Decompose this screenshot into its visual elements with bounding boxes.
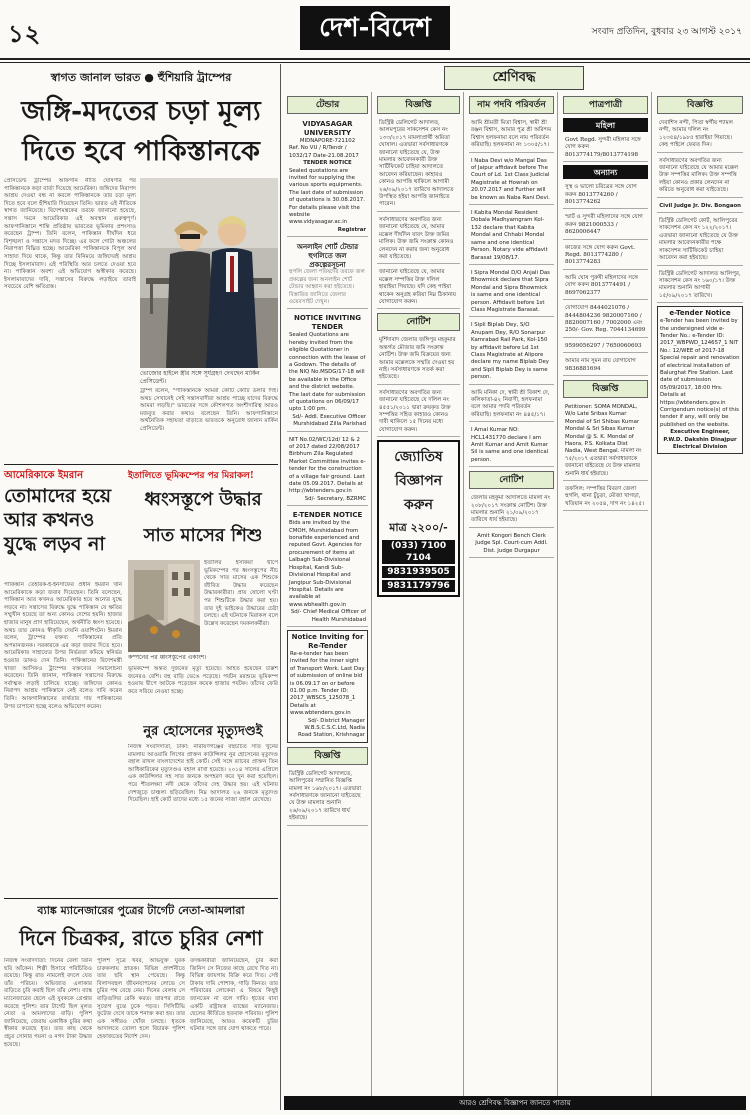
ad-col4-2: সুস্থ ও ভালো চরিত্রের সঙ্গে যোগ করুন 8013774260 / 8013774262: [563, 182, 648, 209]
painter-body-1: নিজস্ব সংবাদদাতা: দিনের বেলা তিনি ছবি আঁকেন। শিল্পী হিসাবে পরিচিতিও রয়েছে। কিন্তু রাত নামলেই বদলে যেত তাঁর পরিচয়। অভিজাত এলাকার বাড়িতে চুরি করাই ছিল তাঁর নেশা। ব্যাঙ্ক ম্যানেজারের ছেলে এই যুবককে গ্রেপ্তার করেছে পুলিশ। তার টার্গেট ছিল মূলত নেতা ও আমলাদের বাড়ি। পুলিশ জানিয়েছে, জেরায় একাধিক চুরির কথা স্বীকার করেছে ধৃত। তার কাছ থেকে প্রচুর সোনার গয়না ও নগদ টাকা উদ্ধার হয়েছে।: [4, 958, 92, 1048]
italy-body-2: ভূমিকম্পে অন্তত দুজনের মৃত্যু হয়েছে। আহত হয়েছেন চল্লিশ জনেরও বেশি। বহু বাড়ি ভেঙে পড়েছে। পর্যটন মরশুমে ভূমিকম্প হওয়ায় দ্বীপে আটকে পড়েছেন কয়েক হাজার পর্যটক। তাঁদের ফেরি করে সরিয়ে নেওয়া হচ্ছে।: [128, 666, 278, 695]
ad-university-name: VIDYASAGAR UNIVERSITY: [302, 120, 353, 137]
classified-col-bijnapti-2: [654, 92, 746, 1110]
news-divider: [4, 464, 278, 465]
page-number: ১২: [8, 19, 42, 48]
promo-line1: জ্যোতিষ: [394, 449, 443, 466]
col-header-notice: নোটিশ: [377, 313, 460, 331]
news-kicker: স্বাগত জানাল ভারত ● হুঁশিয়ারি ট্রাম্পের: [50, 71, 232, 84]
col-header-bijnapti-4: বিজ্ঞপ্তি: [657, 96, 743, 114]
section-title: দেশ-বিদেশ: [300, 6, 450, 50]
classified-col-bijnapti: [374, 92, 464, 1110]
ad-col4-8: আমার নাম সুমন রায় যোগাযোগ 9836881694: [563, 356, 648, 376]
news-column: [4, 64, 278, 1110]
promo-phone-3: 9831179796: [382, 580, 455, 592]
ad-col4-1: Govt Regd. সুন্দরী মহিলার সঙ্গে যোগ করুন 8013774179/8013774198: [563, 135, 648, 162]
ad-col5-2: সর্বসাধারণের অবগতির জন্য জানানো যাইতেছে যে আমার মক্কেল উক্ত সম্পত্তির মালিক। উক্ত সম্পত্তি লইয়া কোনও প্রকার লেনদেন না করিতে অনুরোধ করা যাইতেছে।: [657, 156, 743, 198]
classified-col-matrimonial: [560, 92, 652, 1110]
classified-header: [284, 64, 746, 92]
ad-bn-tender: [287, 240, 368, 309]
ad-col3-8: জেলার মহকুমা আদালতে মামলা নং ২০৮/২০১৭ সংক্রান্ত নোটিশ। উক্ত মামলার শুনানি ২১/০৯/২০১৭ তারিখে ধার্য হইয়াছে।: [469, 493, 554, 528]
nur-body: নিজস্ব সংবাদদাতা, ঢাকা: নারায়ণগঞ্জের বহুচর্চিত সাত খুনের মামলায় আওয়ামি লিগের প্রাক্তন কাউন্সিলর নুর হোসেনের মৃত্যুদণ্ড বহাল রাখল বাংলাদেশের হাই কোর্ট। সেই সঙ্গে র‌্যাবের প্রাক্তন তিন আধিকারিকের মৃত্যুদণ্ডও বহাল রাখা হয়েছে। ২০১৪ সালের এপ্রিলে এক কাউন্সিলর সহ সাত জনকে অপহরণ করে খুন করা হয়েছিল। পরে শীতলক্ষ্যা নদী থেকে তাঁদের দেহ উদ্ধার হয়। এই ঘটনায় দেশজুড়ে চাঞ্চল্য ছড়িয়েছিল। নিম্ন আদালত ২৬ জনকে মৃত্যুদণ্ড দিয়েছিল। হাই কোর্ট তাদের মধ্যে ১৫ জনের সাজা বহাল রেখেছে।: [128, 744, 278, 804]
ad-etender-sign: Executive Engineer, P.W.D. Dakshin Dinajpur Electrical Division: [663, 429, 737, 451]
ad-cmoh: [287, 509, 368, 627]
classified-section: [284, 64, 746, 1110]
ad-bijnapti-1: ডিস্ট্রিক্ট ডেলিগেট আদালতে, আলিপুরের সম্মানিত বিজ্ঞপ্তি মামলা নং ১৬৮/২০১৭। এতদ্বারা সর্বসাধারণকে জানানো যাইতেছে যে উক্ত মামলার শুনানি ২৬/০৯/২০১৭ তারিখে ধার্য হইয়াছে।: [287, 769, 368, 826]
ad-col3-7: I Amal Kumar NO: HCL1431770 declare I am Amit Kumar and Amit Kumar Sil is same and one identical person.: [469, 425, 554, 467]
painter-body-3: তদন্তকারীরা জানিয়েছেন, চুরি করা জিনিস সে নিজের কাছে রেখে দিত না। বিভিন্ন জায়গায় বিক্রি করে দিত। সেই টাকায় দামি পোশাক, গাড়ি কিনত। তার পরিবারের লোকেরা এ বিষয়ে কিছুই জানতেন না বলে দাবি। ধৃতের বাবা একটি রাষ্ট্রায়ত্ত ব্যাঙ্কের ম্যানেজার। ছেলের কীর্তিতে হতবাক পরিবার। পুলিশ জানিয়েছে, আরও কয়েকটি চুরির ঘটনার সঙ্গে তার যোগ থাকতে পারে।: [190, 958, 278, 1033]
ad-col4-4: কাজের সঙ্গে যোগ করুন Govt. Regd. 8013774280 / 8013774283: [563, 243, 648, 270]
ad-bzrmc-body: NIT No.02/WC/12d/ 12 & 2 of 2017 dated 22/08/2017 Birbhum Zila Regulated Market Committee invites e-tender for the construction of a village fair ground. Last date 05.09.2017. Details at http://wbtenders.gov.in: [289, 436, 366, 495]
ad-nit-head: NOTICE INVITING TENDER: [293, 314, 361, 332]
italy-headline: ধ্বংসস্তূপে উদ্ধার সাত মাসের শিশু: [143, 489, 263, 546]
ad-col5-1: দেবাশিস নন্দী, পিতা স্বর্গীয় শ্যামল নন্দী, আমার দলিল নং ১২৩৫৪/১৯৮৫ হারাইয়া গিয়াছে। কেহ পাইলে ফেরত দিন।: [657, 118, 743, 153]
masthead-rule-thin: [0, 62, 750, 63]
sub-header-women: মহিলা: [563, 118, 648, 132]
col-header-bijnapti-3: বিজ্ঞপ্তি: [563, 380, 648, 398]
col-header-namechange: নাম পদবি পরিবর্তন: [469, 96, 554, 114]
ad-retender-head: Notice Inviting for Re-Tender: [291, 632, 364, 650]
promo-line2: বিজ্ঞাপন: [394, 473, 443, 490]
masthead-rule: [0, 58, 750, 60]
ad-col3-5: I Sipli Biplab Dey, S/O Anupam Dey, R/O Sonarpur Kamrabad Rail Park, Kol-150 by affidavit before Ld 1st Class Magistrate at Alipore declare my name Biplab Dey and Sipli Biplab Dey is same person.: [469, 320, 554, 384]
col-header-matrimonial: পাত্রপাত্রী: [563, 96, 648, 114]
ad-university-tn: TENDER NOTICE: [303, 160, 352, 167]
ad-col3-4: I Sipra Mondal D/O Anjali Das Bhowmick declare that Sipra Mondal and Sipra Bhowmick is same and one identical person. Affidavit before 1st Class Magistrate Barasat.: [469, 268, 554, 317]
ad-col3-3: I Kabita Mondal Resident Dobala Madhyamgram Kol-132 declare that Kabita Mondal and Chhabi Mondal same and one identical Person. Notary vide affidavit Barasat 19/08/17.: [469, 208, 554, 265]
ad-col4-9: Petitioner: SOMA MONDAL, W/o Late Sribas Kumar Mondal of Sri Shibas Kumar Mondal & Sri Sibas Kumar Mondal @ S. K. Mondal of Haora, P.S. Kolkata Dist Nadia, West Bengal. মামলা নং ৭৫/২০১৭ এতদ্বারা সর্বসাধারণকে জানানো যাইতেছে যে উক্ত মামলার শুনানি ধার্য হইয়াছে।: [563, 402, 648, 481]
lead-headline: জঙ্গি-মদতের চড়া মূল্য দিতে হবে পাকিস্তানকে: [21, 96, 261, 167]
imran-kicker: আমেরিকাকে ইমরান: [4, 470, 84, 481]
photo-rubble-caption: কম্পনের পর ধ্বংসস্তূপের একাংশ।: [128, 654, 207, 661]
ad-col4-6: যোগাযোগ 8444021076 / 8444804236 9820007160 / 8820007160 / 7002000 এবং 250/- Gov. Reg. 7044134699: [563, 303, 648, 338]
ad-etender-head: e-Tender Notice: [669, 309, 731, 318]
ad-etender-body: e-Tender has been invited by the undersigned vide e-Tender No.: e-Tender ID: 2017_WBPWD_124657_1 NIT No.: 12/WEE of 2017-18 Special repair and renovation of electrical installation of Balurghat Fire Station. Last date of submission 05/09/2017, 18:00 Hrs. Details at https://wbtenders.gov.in Corrigendum notice(s) of this tender if any, will only be published on the website.: [660, 318, 740, 428]
ad-col4-7: 9599056297 / 7650060693: [563, 341, 648, 353]
ad-col2-1: ডিস্ট্রিক্ট ডেলিগেট আদালত, আলমপুরের সাকসেশন কেস নং ১৩৩/২০১৭ মামলাপ্রার্থী অমিতা ঘোষাল। এতদ্বারা সর্বসাধারণকে জানানো যাইতেছে যে, উক্ত মামলার আবেদনকারী উক্ত সার্টিফিকেট চাহিয়া আদালতে আবেদন করিয়াছেন। কাহারও কোনও আপত্তি থাকিলে আগামী ২৬/০৯/২০১৭ তারিখে আদালতে উপস্থিত হইয়া আপত্তি জানাইতে পারেন।: [377, 118, 460, 212]
classified-col-tender: [284, 92, 372, 1110]
ad-col3-sign: Amit Kongori Bench Clerk Judge Spl. Court-cum Addl. Dist. Judge Durgapur: [469, 531, 554, 558]
promo-phone-2: 9831939505: [382, 566, 455, 578]
photo-eclipse: [140, 178, 278, 368]
ad-etender: [657, 306, 743, 454]
ad-col3-2: I Naba Devi w/o Mangal Das of Jaipur affidavit before The Court of Ld. 1st Class Judicial Magistrate at Howrah on 20.07.2017 and Further will be known as Naba Rani Devi.: [469, 156, 554, 205]
column-separator: [280, 64, 281, 1110]
classified-title: শ্রেণিবদ্ধ: [444, 66, 584, 90]
lead-body: প্রেসিডেন্ট ট্রাম্পের আফগান নীতি ঘোষণার পর পাকিস্তানকে কড়া বার্তা দিয়েছে আমেরিকা। জঙ্গিদের নিরাপদ আশ্রয় দেওয়া বন্ধ না করলে পাকিস্তানকে তার চড়া মূল্য দিতে হবে বলে হুঁশিয়ারি দিয়েছেন তিনি। ভারত এই নীতিকে স্বাগত জানিয়েছে। বিদেশমন্ত্রকের তরফে জানানো হয়েছে, সন্ত্রাস দমনে আমেরিকার এই অবস্থান গুরুত্বপূর্ণ। আফগানিস্তানে শান্তি প্রতিষ্ঠায় ভারতের ভূমিকার প্রশংসাও করেছেন ট্রাম্প। তিনি বলেন, পাকিস্তান দীর্ঘদিন ধরে বিশৃঙ্খলা ও সন্ত্রাসে মদত দিচ্ছে। এর ফলে গোটা অঞ্চলের নিরাপত্তা বিঘ্নিত হচ্ছে। আমেরিকা পাকিস্তানকে বিপুল অর্থ সাহায্য দিয়ে থাকে, কিন্তু তার বিনিময়ে জঙ্গিদেরই আশ্রয় দিচ্ছে ইসলামাবাদ। এই পরিস্থিতি আর চলতে দেওয়া হবে না। পাকিস্তান অবশ্য এই অভিযোগ অস্বীকার করেছে। ইসলামাবাদের দাবি, সন্ত্রাসের বিরুদ্ধে লড়াইয়ে তারাই সবচেয়ে বেশি ক্ষতিগ্রস্ত।: [4, 178, 136, 291]
photo-rubble-image: [128, 560, 200, 652]
ad-col4-10: তফসিল: সম্পত্তির বিবরণ জেলা হুগলি, থানা চুঁচুড়া, মৌজা খাগড়া, খতিয়ান নং ২০৫৪, দাগ নং ১৪২৫।: [563, 484, 648, 511]
col-header-bijnapti-2: বিজ্ঞপ্তি: [377, 96, 460, 114]
ad-bn-tender-body: হুগলি জেলা পরিষদের তরফে জল প্রকল্পের জন্য অনলাইন শোর্ট টেন্ডার আহ্বান করা হইতেছে। বিস্তারিত জানিতে জেলার ওয়েবসাইট দেখুন।: [289, 269, 365, 305]
ad-nit-body: Sealed Quotations are hereby invited from the eligible Quotationer in connection with the lease of a Godown. The details of the NIQ No.MSDG/17-18 will be available in the Office and the district website. The last date for submission of quotations on 06/09/17 upto 1:00 pm.: [289, 332, 366, 413]
ad-col2-2: সর্বসাধারণের অবগতির জন্য জানানো যাইতেছে যে, আমার মক্কেল দীর্ঘদিন যাবৎ উক্ত জমির মালিক। উক্ত জমি সংক্রান্ত কোনও লেনদেন না করার জন্য অনুরোধ করা যাইতেছে।: [377, 215, 460, 264]
astrology-promo: [377, 440, 460, 597]
ad-notice-inviting: [287, 312, 368, 431]
promo-line3: করুন: [404, 497, 433, 514]
imran-headline: তোমাদের হয়ে আর কখনও যুদ্ধে লড়ব না: [4, 485, 112, 555]
painter-body-2: পুলিশ সূত্রে খবর, অভিযুক্ত যুবক চারুকলায় স্নাতক। বিভিন্ন প্রদর্শনীতে তার ছবি স্থান পেয়েছে। কিন্তু বিলাসবহুল জীবনযাপনের লোভে সে চুরির পথ বেছে নেয়। দিনের বেলায় সে বাড়িগুলির রেকি করত। তারপর রাতে সুযোগ বুঝে ঢুকে পড়ত। সিসিটিভি ফুটেজ দেখে তাকে শনাক্ত করা হয়। তার এক সঙ্গীরও খোঁজ চলছে। ধৃতকে আদালতে তোলা হলে বিচারক পুলিশ হেফাজতের নির্দেশ দেন।: [97, 958, 185, 1040]
ad-university-body: Sealed quotations are invited for supplying the various sports equipments. The last date of submission of quotations is 30.08.2017. For details please visit the website www.vidyasagar.ac.in: [289, 167, 365, 226]
ad-nit-sign: Sd/- Addl. Executive Officer Murshidabad Zilla Parishad: [292, 413, 366, 428]
photo-eclipse-caption: ভোজোর হাইলে স্ত্রীর সঙ্গে সূর্যগ্রহণ দেখছেন মার্কিন প্রেসিডেন্ট।: [140, 370, 260, 385]
promo-phone-1: (033) 7100 7104: [382, 540, 455, 564]
ad-university-city: MIDNAPORE-721102: [299, 138, 356, 144]
news-divider-2: [4, 898, 278, 899]
ad-retender-sign: Sd/- District Manager W.B.S.C.S.C.Ltd, Nadia Road Station, Krishnagar: [298, 717, 365, 739]
ad-col4-5: আমি ঘোষ পুরুষী মহিলাদের সঙ্গে যোগ করুন 8013774491 / 8697062377: [563, 273, 648, 300]
ad-col3-6: আমি মনিকা দে, স্বামী শ্রী বিকাশ দে, কলিকাতা-৪২ নিবাসী, হলফনামা বলে আমার পদবি পরিবর্তন করিয়াছি। হলফনামা নং ৪৪৫/১৭।: [469, 388, 554, 423]
painter-headline: দিনে চিত্রকর, রাতে চুরির নেশা: [19, 926, 263, 950]
photo-eclipse-image: [140, 178, 278, 368]
ad-col5-3: ডিস্ট্রিক্ট ডেলিগেট কোর্ট, আলিপুরের সাকসেশন কেস নং ১২২/২০১৭। এতদ্বারা জানানো যাইতেছে যে উক্ত মামলার আবেদনকারীর পক্ষে সাকসেশন সার্টিফিকেট চাহিয়া আবেদন করা হইয়াছে।: [657, 216, 743, 265]
ad-cmoh-head: E-TENDER NOTICE: [292, 511, 363, 520]
painter-kicker: ব্যাঙ্ক ম্যানেজারের পুত্রের টার্গেট নেতা-আমলারা: [37, 904, 245, 917]
masthead: [0, 0, 750, 62]
ad-retender: [287, 630, 368, 743]
imran-body: পাকিস্তান তেহরিক-ই-ইনসাফের প্রধান ইমরান খান আমেরিকাকে কড়া জবাব দিয়েছেন। তিনি বলেছেন, পাকিস্তান আর কখনও আমেরিকার হয়ে অন্যের যুদ্ধে লড়বে না। সন্ত্রাসের বিরুদ্ধে যুদ্ধে পাকিস্তান যে ক্ষতির সম্মুখীন হয়েছে তা অন্য কোনও দেশের হয়নি। হাজার হাজার মানুষ প্রাণ হারিয়েছেন, অর্থনীতি ধ্বংস হয়েছে। অথচ তার কোনও স্বীকৃতি দেয়নি ওয়াশিংটন। ইমরান বলেন, ট্রাম্পের বক্তব্য পাকিস্তানের প্রতি অপমানজনক। সরকারকে এর কড়া জবাব দিতে হবে। আমেরিকার সাহায্যের উপর নির্ভরতা কমিয়ে স্বনির্ভর হওয়ার ডাকও দেন তিনি। পাকিস্তানের বিদেশমন্ত্রী খাজা আসিফও ট্রাম্পের বক্তব্যের সমালোচনা করেছেন। তিনি জানান, পাকিস্তান সন্ত্রাসের বিরুদ্ধে সর্বাত্মক লড়াই চালিয়ে যাচ্ছে। জঙ্গিদের কোনও নিরাপদ আশ্রয় পাকিস্তানে নেই বলেও দাবি করেন তিনি। আফগানিস্তানের ব্যর্থতার দায় পাকিস্তানের উপর চাপানো হচ্ছে বলেও অভিযোগ করেন।: [4, 582, 122, 710]
ad-col2-5: সর্বসাধারণের অবগতির জন্য জানানো যাইতেছে যে দলিল নং ৪৫৫১/২০১১ দ্বারা ক্রয়কৃত উক্ত সম্পত্তির সহিত কাহারও কোনও দাবী থাকিলে ১৫ দিনের মধ্যে যোগাযোগ করুন।: [377, 388, 460, 437]
ad-col2-4: মুর্শিদাবাদ জেলার জঙ্গিপুর মহকুমার অন্তর্গত মৌজার জমি সংক্রান্ত নোটিশ। উক্ত জমি বিক্রয়ের জন্য আমার মক্কেলকে সম্মতি দেওয়া হয় নাই। সর্বসাধারণকে সতর্ক করা হইতেছে।: [377, 335, 460, 384]
ad-cmoh-body: Bids are invited by the CMOH, Murshidabad from bonafide experienced and reputed Govt. Agencies for procurement of items at Lalbagh Sub-Divisional Hospital, Kandi Sub-Divisional Hospital and Jangipur Sub-Divisional Hospital. Details are available at www.wbhealth.gov.in: [289, 520, 362, 608]
nur-headline: নুর হোসেনের মৃত্যুদণ্ডই: [143, 724, 263, 739]
ad-university-sign: Registrar: [337, 226, 366, 233]
col-header-bijnapti: বিজ্ঞপ্তি: [287, 747, 368, 765]
italy-kicker: ইতালিতে ভূমিকম্পের পর মিরাকল!: [128, 471, 254, 481]
ad-university-ref: Ref. No VU / R/Tendr / 1032/17 Date-21.08.2017: [289, 145, 359, 159]
ad-bn-tender-head: অনলাইন শোর্ট টেন্ডার হুগলিতে জল প্রকল্পেরসূচনা: [296, 242, 359, 270]
ad-vidyasagar: [287, 118, 368, 237]
italy-body: ইতালির ইসকিয়া দ্বীপে ভূমিকম্পের পর ধ্বংসস্তূপের নীচ থেকে সাত মাসের এক শিশুকে জীবিত উদ্ধার করেছেন উদ্ধারকারীরা। প্রায় ষোলো ঘণ্টা পর শিশুটিকে উদ্ধার করা হয়। তার দুই ভাইকেও উদ্ধারের চেষ্টা চলছে। এই ঘটনাকে মিরাকল বলে উল্লেখ করেছেন দমকলকর্মীরা।: [204, 560, 278, 627]
ad-col5-sign: Civil Judge Jr. Div. Bongaon: [657, 201, 743, 213]
ad-col4-3: স্মার্ট ও সুন্দরী মহিলাদের সঙ্গে যোগ করুন 9821000533 / 8620006447: [563, 212, 648, 239]
ad-col5-4: ডিস্ট্রিক্ট ডেলিগেট আদালত আলিপুর, সাকসেশন কেস নং ১৬০/১৭। উক্ত মামলার শুনানি আগামী ১৫/০৯/২০১৭ তারিখে।: [657, 269, 743, 304]
ad-bzrmc-sign: Sd/- Secretary, BZRMC: [304, 495, 366, 502]
col-header-tender: টেন্ডার: [287, 96, 368, 114]
promo-price: মাত্র ২২০০/-: [389, 521, 448, 535]
dateline: সংবাদ প্রতিদিন, বুধবার ২৩ আগস্ট ২০১৭: [591, 27, 742, 37]
ad-bzrmc: [287, 435, 368, 507]
col-header-notice-2: নোটিশ: [469, 471, 554, 489]
ad-col2-3: জানানো যাইতেছে যে, আমার মক্কেল সম্পত্তির উক্ত দলিল হারাইয়া গিয়াছে। যদি কেহ পাইয়া থাকেন অনুগ্রহ করিয়া নিম্ন ঠিকানায় যোগাযোগ করুন।: [377, 267, 460, 309]
ad-col3-1: আমি শ্রীমতী মিতা বিশ্বাস, স্বামী শ্রী রঞ্জন বিশ্বাস, আমার পুত্র শ্রী অরিন্দম বিশ্বাস হলফনামা বলে নাম পরিবর্তন করিয়াছি। হলফনামা নং ১৩০৫/১৭।: [469, 118, 554, 153]
photo-rubble: [128, 560, 200, 652]
ad-cmoh-sign: Sd/- Chief Medical Officer of Health Murshidabad: [290, 609, 366, 623]
classified-footer: আরও শ্রেণিবদ্ধ বিজ্ঞাপন জানতে পাতায়: [284, 1096, 746, 1110]
ad-retender-body: Re-e-tender has been invited for the inner sight of Transport Work. Last Day of submission of online bid is 06.09.17 on or before 01.00 p.m. Tender ID: 2017_WBSCS_125078_1 Details at www.wbtenders.gov.in: [290, 650, 365, 717]
lead-body-2: ট্রাম্প বলেন, "পাকিস্তানকে আমরা কোটি কোটি ডলার দিই। অথচ সেখানেই সেই সন্ত্রাসবাদীরা আশ্রয় পাচ্ছে যাদের বিরুদ্ধে আমরা লড়ছি।" ভারতের সঙ্গে কৌশলগত অংশীদারিত্ব আরও মজবুত করার কথাও বলেছেন তিনি। আফগানিস্তানে অর্থনৈতিক সহায়তা বাড়াতে ভারতকে অনুরোধ জানান মার্কিন প্রেসিডেন্ট।: [140, 388, 278, 432]
classified-col-namechange: [466, 92, 558, 1110]
sub-header-others: অন্যান্য: [563, 165, 648, 179]
